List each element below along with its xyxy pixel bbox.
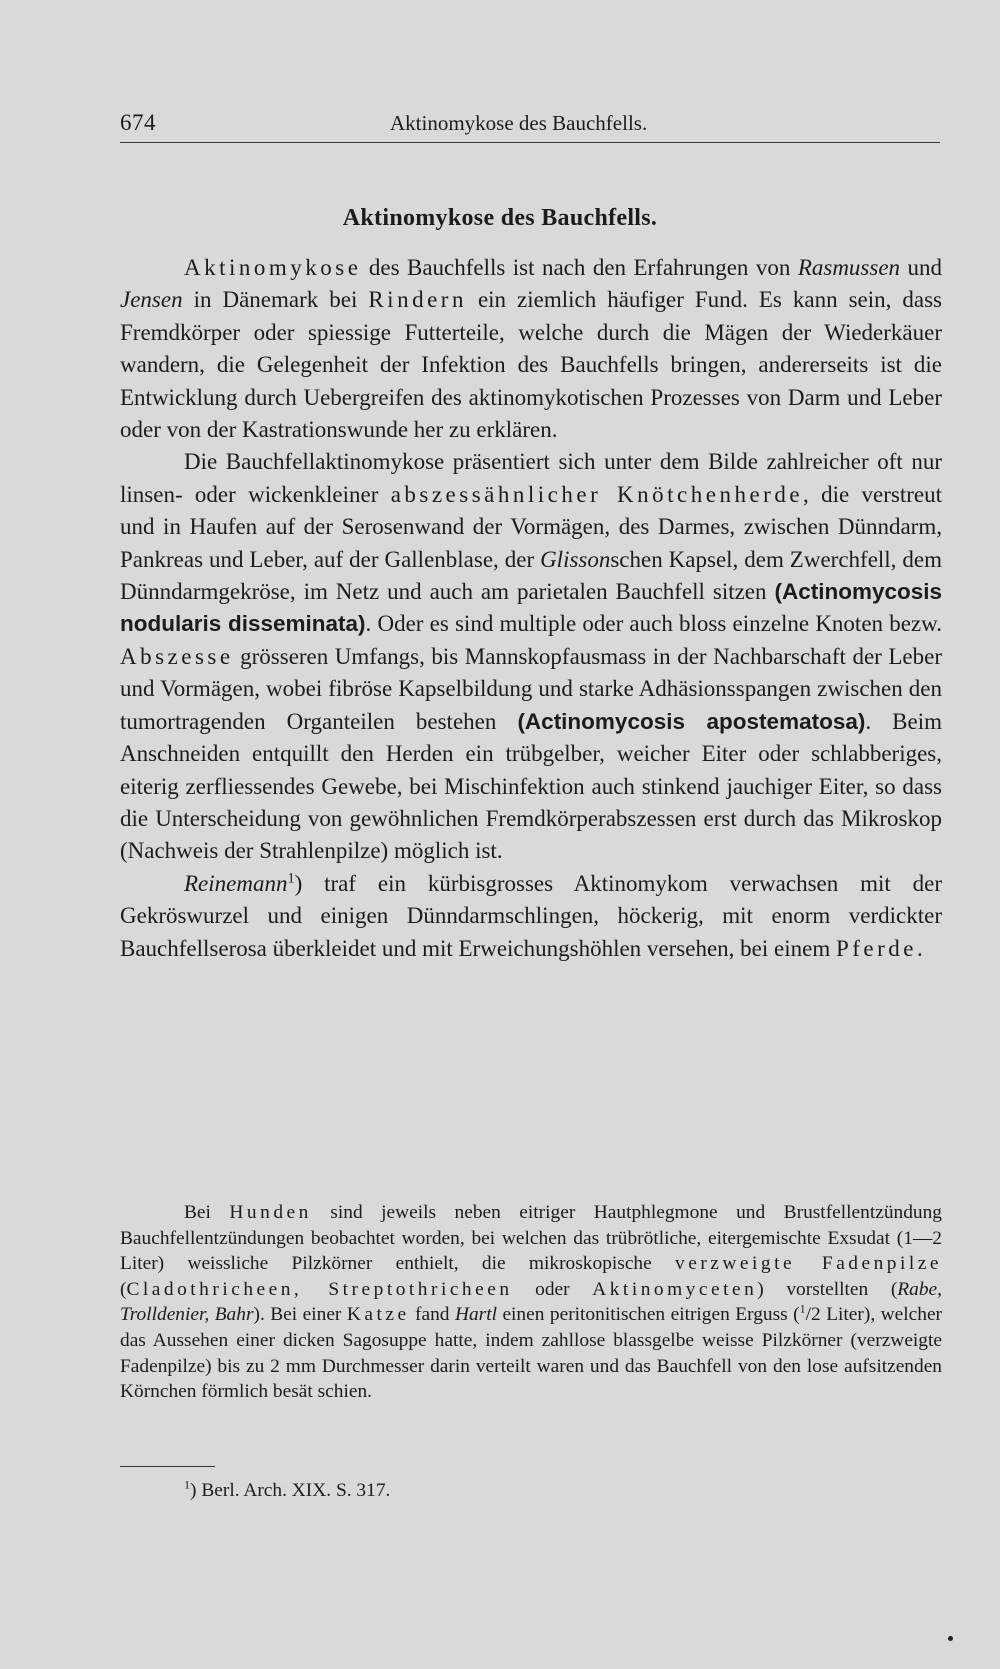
text-run: (: [120, 1278, 127, 1300]
spaced-term: Hunden: [229, 1202, 312, 1223]
page-number: 674: [120, 110, 156, 135]
text-run: schen Kapsel, dem Zwerchfell, dem Dünndarmgekröse, im Netz und auch am parietalen Bauchfell sitzen: [120, 546, 942, 605]
spaced-term: verzweigte Fadenpilze: [675, 1253, 942, 1275]
author-name: Reinemann: [184, 870, 288, 896]
diagnosis-term: (Actinomycosis nodularis disseminata): [120, 579, 942, 637]
text-run: .: [917, 935, 923, 961]
small-print-section: [120, 1200, 942, 1405]
text-run: ) vorstellten (: [757, 1278, 898, 1300]
author-name: Rasmussen: [797, 255, 901, 280]
footnote-text: ) Berl. Arch. XIX. S. 317.: [190, 1480, 391, 1501]
footnote-ref[interactable]: 1: [287, 870, 295, 887]
paragraph-3: [120, 868, 942, 965]
text-run: oder: [512, 1278, 593, 1300]
spaced-term: Rindern: [368, 287, 467, 313]
spaced-term: Aktinomykose: [184, 255, 362, 280]
author-name: Jensen: [120, 287, 183, 313]
fraction-numerator: 1: [799, 1301, 806, 1316]
diagnosis-term: (Actinomycosis apostematosa): [517, 708, 866, 734]
text-run: sind jeweils neben eitriger Hautphlegmone und Brustfellentzündung Bauchfellentzündungen beobachtet worden, bei welchen das trübrötliche, eitergemischte Exsudat (1—2 Liter) weissliche Pilzkörner enthielt, die mikroskopische: [120, 1202, 943, 1275]
section-title: Aktinomykose des Bauchfells.: [342, 205, 658, 231]
text-run: , die verstreut und in Haufen auf der Serosenwand der Vormägen, des Darmes, zwischen Dünndarm, Pankreas und Leber, auf der Gallenblase, der: [120, 481, 942, 572]
text-run: fand: [409, 1304, 455, 1326]
spaced-term: Cladothricheen, Streptothricheen: [126, 1278, 513, 1300]
text-run: einen peritonitischen eitrigen Erguss (: [496, 1304, 800, 1326]
running-title: Aktinomykose des Bauchfells.: [390, 111, 648, 135]
spaced-term: Katze: [346, 1304, 410, 1326]
fraction-denominator: /2: [805, 1304, 821, 1326]
text-run: ein ziemlich häufiger Fund. Es kann sein, dass Fremdkörper oder spiessige Futterteile, welche durch die Mägen der Wiederkäuer wandern, die Gelegenheit der Infektion des Bauchfells bringen, andererseits ist die Entwicklung durch Uebergreifen des aktinomykotischen Prozesses von Darm und Leber oder von der Kastrationswunde her zu erklären.: [120, 287, 942, 443]
ink-speck: [948, 1636, 953, 1641]
spaced-term: Aktinomyceten: [592, 1278, 758, 1300]
spaced-term: abszessähnlicher Knötchenherde: [390, 481, 804, 507]
text-run: und: [900, 255, 942, 280]
spaced-term: Abszesse: [120, 643, 234, 669]
text-run: grösseren Umfangs, bis Mannskopfausmass in der Nachbarschaft der Leber und Vormägen, wobei fibröse Kapselbildung und starke Adhäsionsspangen zwischen den tumortragenden Organteilen bestehen: [120, 643, 942, 734]
spaced-term: Pferde: [835, 935, 917, 961]
text-run: Bei: [184, 1202, 230, 1223]
running-header: [120, 108, 940, 143]
footnote: [184, 1477, 391, 1502]
paragraph-2: [120, 446, 942, 867]
text-run: des Bauchfells ist nach den Erfahrungen von: [361, 255, 798, 280]
text-run: ). Bei einer: [253, 1304, 347, 1326]
paragraph-1: [120, 252, 942, 446]
footnote-mark: 1: [184, 1477, 191, 1492]
text-run: ) traf ein kürbisgrosses Aktinomykom verwachsen mit der Gekröswurzel und einigen Dünndarmschlingen, höckerig, mit enorm verdickter Bauchfellserosa überkleidet und mit Erweichungshöhlen versehen, bei einem: [120, 870, 942, 961]
text-run: Liter), welcher das Aussehen einer dicken Sagosuppe hatte, indem zahllose blassgelbe weisse Pilzkörner (verzweigte Fadenpilze) bis zu 2 mm Durchmesser darin verteilt waren und das Bauchfell von den lose aufsitzenden Körnchen förmlich besät schien.: [120, 1304, 943, 1403]
author-name: Hartl: [454, 1304, 497, 1326]
small-paragraph: [120, 1200, 942, 1405]
text-run: Die Bauchfellaktinomykose präsentiert sich unter dem Bilde zahlreicher oft nur linsen- oder wickenkleiner: [120, 449, 942, 507]
text-run: . Beim Anschneiden entquillt den Herden ein trübgelber, weicher Eiter oder schlabberiges, eiterig zerfliessendes Gewebe, bei Mischinfektion auch stinkend jauchiger Eiter, so dass die Unterscheidung von gewöhnlichen Fremdkörperabszessen erst durch das Mikroskop (Nachweis der Strahlenpilze) möglich ist.: [120, 708, 942, 864]
author-name: Glisson: [540, 546, 611, 572]
author-names: Rabe, Trolldenier, Bahr: [120, 1278, 942, 1326]
footnote-divider: [120, 1466, 215, 1467]
text-run: . Oder es sind multiple oder auch bloss einzelne Knoten bezw.: [365, 611, 943, 637]
text-run: in Dänemark bei: [182, 287, 369, 313]
main-text: [120, 252, 942, 965]
